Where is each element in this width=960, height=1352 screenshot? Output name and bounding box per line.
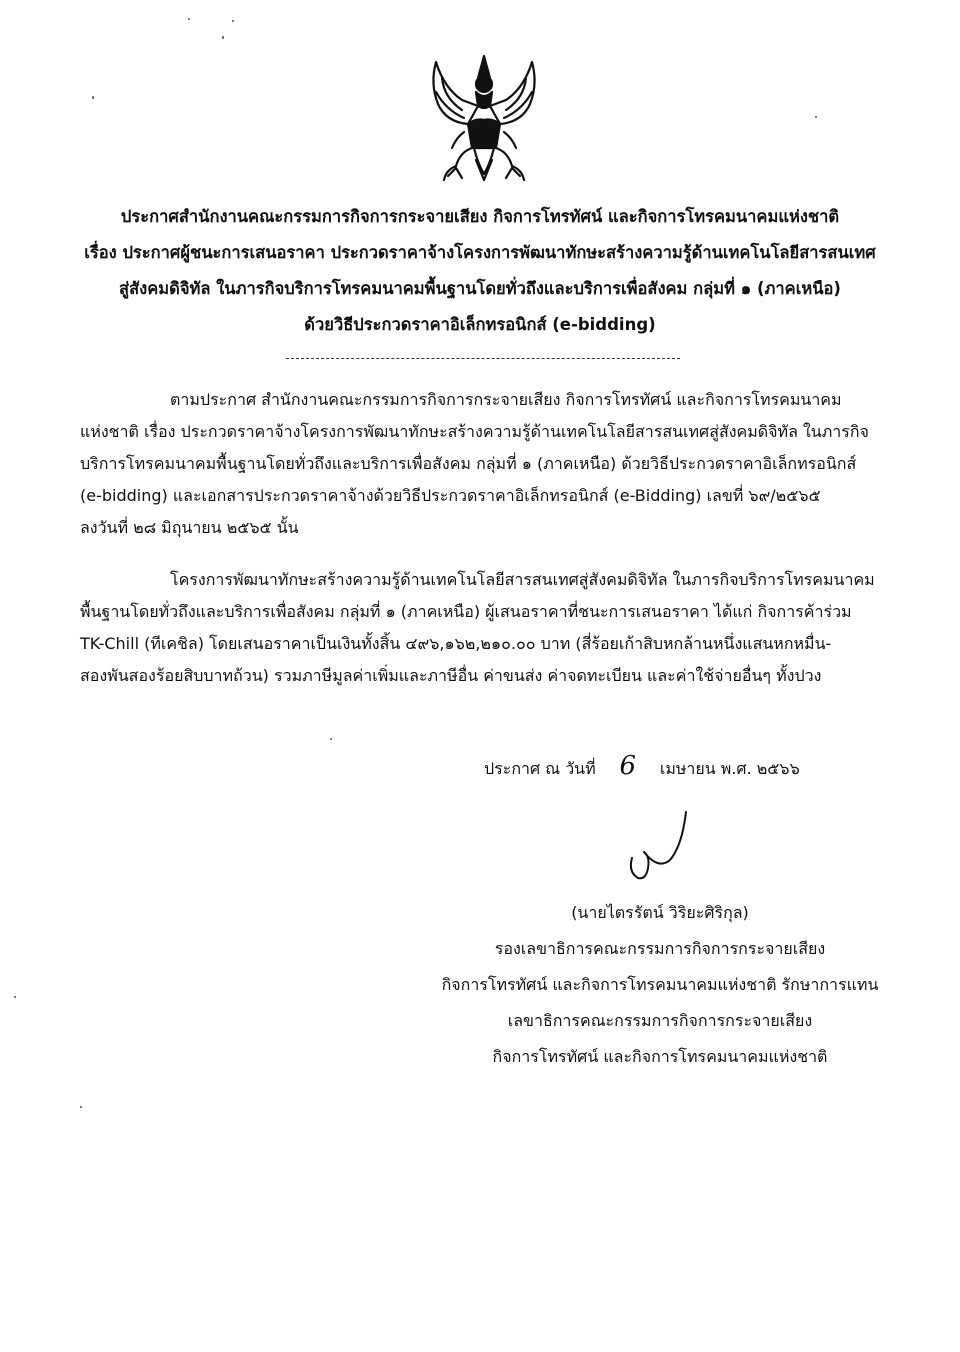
announcement-title xyxy=(60,199,900,343)
title-line: สู่สังคมดิจิทัล ในภารกิจบริการโทรคมนาคมพื้นฐานโดยทั่วถึงและบริการเพื่อสังคม กลุ่มที่ ๑ (ภาคเหนือ) xyxy=(119,279,841,298)
scan-speck xyxy=(80,1106,82,1108)
paragraph-line: แห่งชาติ เรื่อง ประกวดราคาจ้างโครงการพัฒนาทักษะสร้างความรู้ด้านเทคโนโลยีสารสนเทศสู่สังคมดิจิทัล ในภารกิจ xyxy=(80,422,869,441)
scan-speck xyxy=(188,18,190,20)
title-line: ประกาศสำนักงานคณะกรรมการกิจการกระจายเสียง กิจการโทรทัศน์ และกิจการโทรคมนาคมแห่งชาติ xyxy=(120,207,840,226)
scan-speck xyxy=(14,996,16,998)
paragraph-line: ตามประกาศ สำนักงานคณะกรรมการกิจการกระจายเสียง กิจการโทรทัศน์ และกิจการโทรคมนาคม xyxy=(170,390,842,409)
paragraph-line: TK-Chill (ทีเคชิล) โดยเสนอราคาเป็นเงินทั้งสิ้น ๔๙๖,๑๖๒,๒๑๐.๐๐ บาท (สี่ร้อยเก้าสิบหกล้านหนึ่งแสนหกหมื่น- xyxy=(80,634,832,653)
scan-speck xyxy=(222,36,224,39)
signer-name: (นายไตรรัตน์ วิริยะศิริกุล) xyxy=(571,903,749,922)
scan-speck xyxy=(92,96,94,99)
paragraph-line: (e-bidding) และเอกสารประกวดราคาจ้างด้วยวิธีประกวดราคาอิเล็กทรอนิกส์ (e-Bidding) เลขที่ ๖๙/๒๕๖๕ xyxy=(80,486,821,505)
date-prefix: ประกาศ ณ วันที่ xyxy=(484,759,596,778)
signer-position-line: รองเลขาธิการคณะกรรมการกิจการกระจายเสียง xyxy=(494,939,826,958)
paragraph-line: ลงวันที่ ๒๘ มิถุนายน ๒๕๖๕ นั้น xyxy=(80,518,299,537)
paragraph-line: สองพันสองร้อยสิบบาทถ้วน) รวมภาษีมูลค่าเพิ่มและภาษีอื่น ค่าขนส่ง ค่าจดทะเบียน และค่าใช้จ่ายอื่นๆ ทั้งปวง xyxy=(80,666,822,685)
handwritten-signature xyxy=(624,806,704,886)
announcement-date xyxy=(484,751,800,782)
paragraph-line: โครงการพัฒนาทักษะสร้างความรู้ด้านเทคโนโลยีสารสนเทศสู่สังคมดิจิทัล ในภารกิจบริการโทรคมนาคม xyxy=(170,570,875,589)
paragraph-line: บริการโทรคมนาคมพื้นฐานโดยทั่วถึงและบริการเพื่อสังคม กลุ่มที่ ๑ (ภาคเหนือ) ด้วยวิธีประกวดราคาอิเล็กทรอนิกส์ xyxy=(80,454,857,473)
garuda-emblem-icon xyxy=(416,48,552,186)
title-line: ด้วยวิธีประกวดราคาอิเล็กทรอนิกส์ (e-bidding) xyxy=(304,315,656,334)
title-line: เรื่อง ประกาศผู้ชนะการเสนอราคา ประกวดราคาจ้างโครงการพัฒนาทักษะสร้างความรู้ด้านเทคโนโลยีสารสนเทศ xyxy=(84,243,876,262)
signer-position-line: กิจการโทรทัศน์ และกิจการโทรคมนาคมแห่งชาติ xyxy=(492,1047,828,1066)
body-paragraph-2 xyxy=(80,564,880,692)
scan-speck xyxy=(232,20,234,22)
title-divider xyxy=(286,358,680,359)
signer-block xyxy=(420,895,900,1075)
date-day-handwritten: 6 xyxy=(619,751,637,781)
body-paragraph-1 xyxy=(80,384,880,544)
paragraph-line: พื้นฐานโดยทั่วถึงและบริการเพื่อสังคม กลุ่มที่ ๑ (ภาคเหนือ) ผู้เสนอราคาที่ชนะการเสนอราคา ได้แก่ กิจการค้าร่วม xyxy=(80,602,852,621)
signer-position-line: เลขาธิการคณะกรรมการกิจการกระจายเสียง xyxy=(507,1011,813,1030)
signer-position-line: กิจการโทรทัศน์ และกิจการโทรคมนาคมแห่งชาติ รักษาการแทน xyxy=(441,975,879,994)
scan-speck xyxy=(815,116,817,118)
scan-speck xyxy=(330,738,332,740)
date-suffix: เมษายน พ.ศ. ๒๕๖๖ xyxy=(659,759,800,778)
